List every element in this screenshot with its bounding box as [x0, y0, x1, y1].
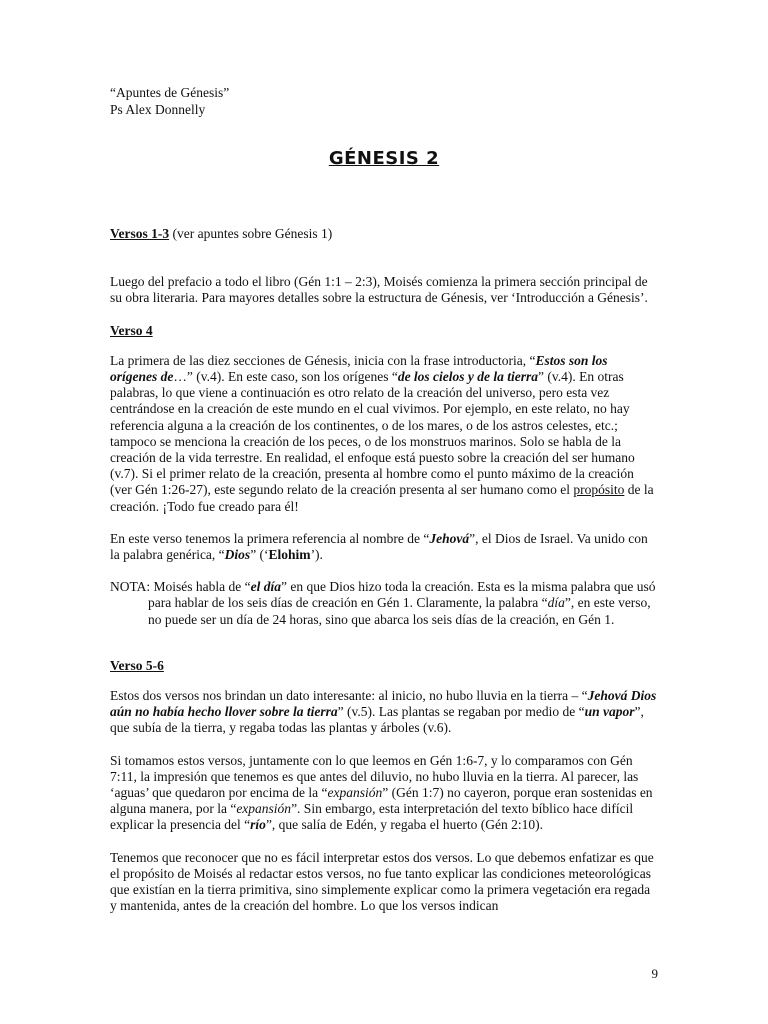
- text-run: ” (‘: [250, 547, 269, 563]
- paragraph-intro: Luego del prefacio a todo el libro (Gén 1:1 – 2:3), Moisés comienza la primera sección principal de su obra literaria. Para mayores detalles sobre la estructura de Génesis, ver ‘Introducción a Génesis’.: [110, 274, 648, 306]
- text-run: …” (v.4). En este caso, son los orígenes “: [173, 369, 398, 385]
- section-heading-label: Verso 4: [110, 322, 153, 338]
- text-run: ” (v.5). Las plantas se regaban por medio de “: [337, 704, 585, 720]
- nota-block: [110, 579, 658, 628]
- text-run: Si tomamos estos versos, juntamente con lo que leemos en Gén 1:6-7, y lo comparamos con Gén 7:11, la impresión que tenemos es que antes del diluvio, no hubo lluvia en la tierra. Al parecer, las ‘aguas’ que quedaron por encima de la “: [110, 752, 639, 801]
- section-heading-2: [110, 323, 658, 339]
- text-run: ”, que salía de Edén, y regaba el huerto (Gén 2:10).: [265, 817, 543, 833]
- text-run: ” (Gén 1:7) no cayeron, porque eran sostenidas en alguna manera, por la “: [110, 785, 653, 817]
- quote-run: Jehová: [429, 530, 470, 546]
- quote-run: el día: [250, 579, 282, 595]
- paragraph-jehova: [110, 531, 658, 563]
- quote-run: Dios: [224, 547, 251, 563]
- quote-run: un vapor: [584, 704, 635, 720]
- paragraph-lluvia: [110, 753, 658, 834]
- text-run: Estos dos versos nos brindan un dato interesante: al inicio, no hubo lluvia en la tierra – “: [110, 688, 588, 704]
- paragraph-interpretacion: Tenemos que reconocer que no es fácil interpretar estos dos versos. Lo que debemos enfatizar es que el propósito de Moisés al redactar estos versos, no fue tanto explicar las condiciones meteorológicas que existían en la tierra primitiva, sino simplemente explicar como la primera vegetación era regada y mantenida, antes de la creación del hombre. Lo que los versos indican: [110, 849, 654, 914]
- bold-run: Elohim: [268, 547, 311, 563]
- section-heading-3: [110, 658, 658, 674]
- text-run: ”, que subía de la tierra, y regaba todas las plantas y árboles (v.6).: [110, 704, 644, 736]
- quote-run: Jehová Dios aún no había hecho llover sobre la tierra: [110, 688, 657, 720]
- text-run: ”. Sin embargo, esta interpretación del texto bíblico hace difícil explicar la presencia del “: [110, 801, 634, 833]
- section-heading-note: (ver apuntes sobre Génesis 1): [169, 226, 333, 241]
- section-heading-label: Verso 5-6: [110, 657, 164, 673]
- text-run: ”, en este verso, no puede ser un día de 24 horas, sino que abarca los seis días de la creación, en Gén 1.: [148, 595, 651, 627]
- text-run: ” (v.4). En otras palabras, lo que viene a continuación es otro relato de la creación del universo, pero esta vez centrándose en la creación de este mundo en el cual vivimos. Por ejemplo, en este relato, no hay referencia alguna a la creación de los continentes, o de los mares, o de los astros celestes, etc.; tampoco se menciona la creación de los peces, o de los monstruos marinos. Solo se habla de la creación de la vida terrestre. En realidad, el enfoque está puesto sobre la creación del ser humano (v.7). Si el primer relato de la creación, presenta al hombre como el punto máximo de la creación (ver Gén 1:26-27), este segundo relato de la creación presenta al ser humano como el: [110, 369, 635, 498]
- text-run: La primera de las diez secciones de Génesis, inicia con la frase introductoria, “: [110, 352, 536, 368]
- text-run: de la creación. ¡Todo fue creado para él!: [110, 482, 654, 514]
- italic-run: día: [547, 595, 565, 611]
- text-run: ’).: [310, 547, 323, 563]
- paragraph-verso-5-6: [110, 688, 658, 737]
- italic-run: expansión: [236, 801, 292, 817]
- quote-run: Estos son los orígenes de: [110, 352, 608, 385]
- author-name: Ps Alex Donnelly: [110, 102, 206, 117]
- page-number: 9: [651, 966, 658, 981]
- paragraph-verso-4: [110, 353, 658, 515]
- book-title: “Apuntes de Génesis”: [110, 85, 230, 100]
- document-header: [110, 84, 229, 118]
- text-run: ” en que Dios hizo toda la creación. Esta es la misma palabra que usó para hablar de los seis días de creación en Gén 1. Claramente, la palabra “: [148, 579, 656, 611]
- text-run: Moisés habla de “: [150, 579, 251, 595]
- document-body: [110, 226, 658, 915]
- italic-run: expansión: [327, 785, 383, 801]
- section-heading-1: [110, 226, 658, 242]
- section-heading-label: Versos 1-3: [110, 226, 170, 241]
- nota-label: NOTA:: [110, 579, 151, 595]
- chapter-title: GÉNESIS 2: [328, 148, 440, 169]
- text-run: ”, el Dios de Israel. Va unido con la palabra genérica, “: [110, 530, 648, 563]
- text-run: En este verso tenemos la primera referencia al nombre de “: [110, 530, 430, 546]
- quote-run: de los cielos y de la tierra: [397, 369, 539, 385]
- underlined-run: propósito: [573, 482, 625, 498]
- quote-run: río: [250, 817, 266, 833]
